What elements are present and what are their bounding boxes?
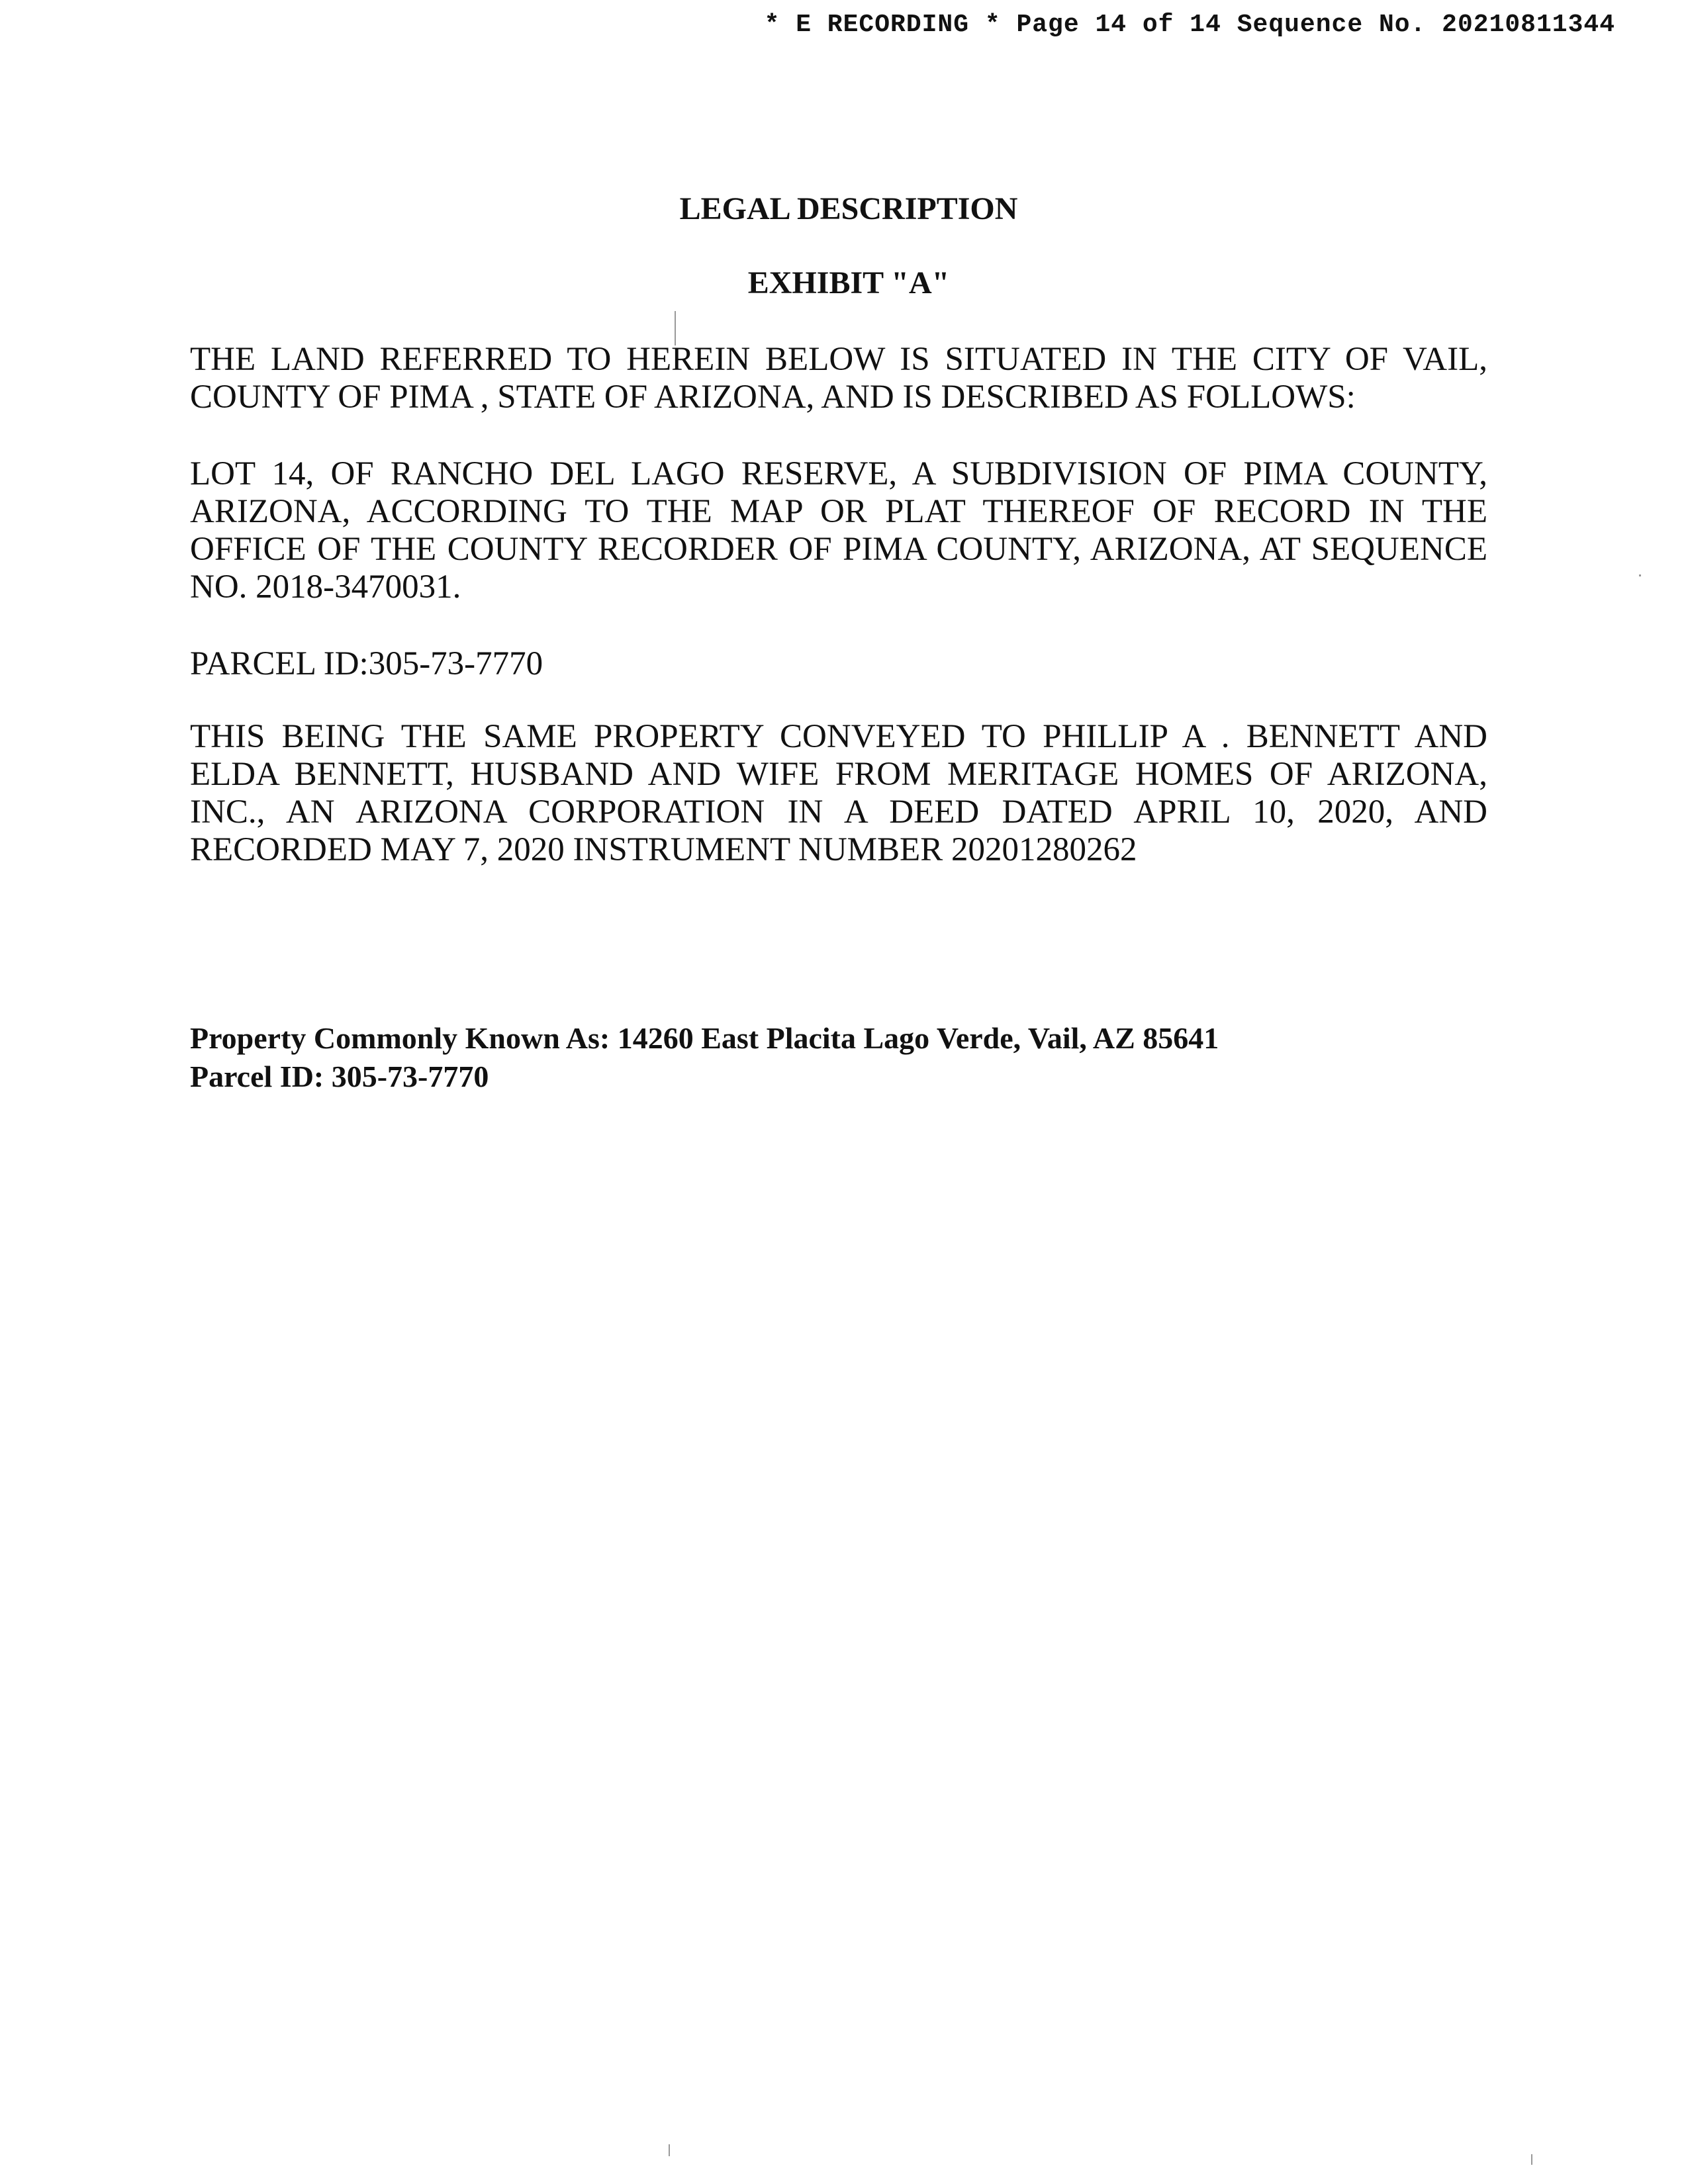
lot-description-paragraph: LOT 14, OF RANCHO DEL LAGO RESERVE, A SUBDIVISION OF PIMA COUNTY, ARIZONA, ACCORDING TO THE MAP OR PLAT THEREOF OF RECORD IN THE OFFICE OF THE COUNTY RECORDER OF PIMA COUNTY, ARIZONA, AT SEQUENCE NO. 2018-3470031. bbox=[190, 455, 1487, 606]
recording-header-stamp: * E RECORDING * Page 14 of 14 Sequence No. 20210811344 bbox=[764, 11, 1615, 39]
conveyance-paragraph: THIS BEING THE SAME PROPERTY CONVEYED TO PHILLIP A . BENNETT AND ELDA BENNETT, HUSBAND AND WIFE FROM MERITAGE HOMES OF ARIZONA, INC., AN ARIZONA CORPORATION IN A DEED DATED APRIL 10, 2020, AND RECORDED MAY 7, 2020 INSTRUMENT NUMBER 20201280262 bbox=[190, 718, 1487, 868]
parcel-id-line: Parcel ID: 305-73-7770 bbox=[190, 1060, 489, 1093]
scan-artifact-mark bbox=[1531, 2154, 1532, 2165]
scan-artifact-mark bbox=[1639, 574, 1641, 576]
document-title: LEGAL DESCRIPTION bbox=[679, 191, 1018, 226]
exhibit-heading: EXHIBIT "A" bbox=[747, 265, 950, 300]
scan-artifact-mark bbox=[669, 2144, 670, 2156]
property-summary bbox=[190, 1019, 1219, 1096]
parcel-id-paragraph: PARCEL ID:305-73-7770 bbox=[190, 645, 543, 682]
property-address-line: Property Commonly Known As: 14260 East Placita Lago Verde, Vail, AZ 85641 bbox=[190, 1021, 1219, 1055]
land-location-paragraph: THE LAND REFERRED TO HEREIN BELOW IS SITUATED IN THE CITY OF VAIL, COUNTY OF PIMA , STATE OF ARIZONA, AND IS DESCRIBED AS FOLLOWS: bbox=[190, 341, 1487, 416]
